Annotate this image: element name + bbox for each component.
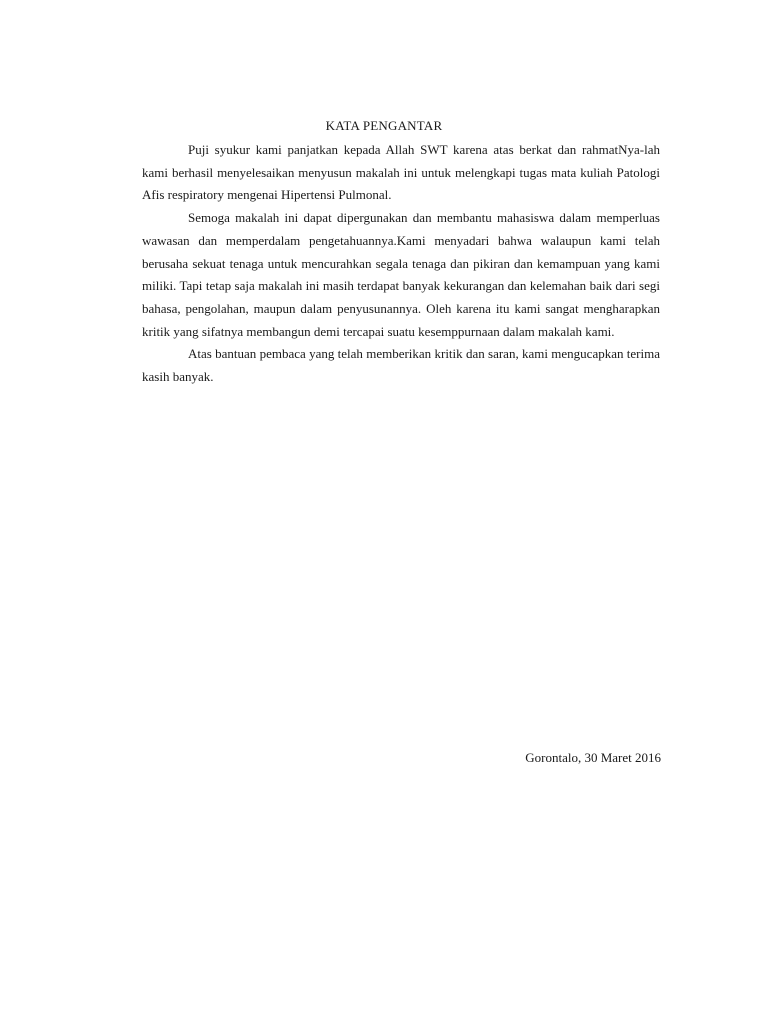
page-title: KATA PENGANTAR <box>325 118 443 133</box>
paragraph-3: Atas bantuan pembaca yang telah memberikan kritik dan saran, kami mengucapkan terima kasih banyak. <box>142 346 660 385</box>
paragraph-2: Semoga makalah ini dapat dipergunakan dan membantu mahasiswa dalam memperluas wawasan dan memperdalam pengetahuannya.Kami menyadari bahwa walaupun kami telah berusaha sekuat tenaga untuk mencurahkan segala tenaga dan pikiran dan kemampuan yang kami miliki. Tapi tetap saja makalah ini masih terdapat banyak kekurangan dan kelemahan baik dari segi bahasa, pengolahan, maupun dalam penyusunannya. Oleh karena itu kami sangat mengharapkan kritik yang sifatnya membangun demi tercapai suatu kesemppurnaan dalam makalah kami. <box>142 210 660 339</box>
body-text <box>142 139 660 389</box>
paragraph-1: Puji syukur kami panjatkan kepada Allah SWT karena atas berkat dan rahmatNya-lah kami berhasil menyelesaikan menyusun makalah ini untuk melengkapi tugas mata kuliah Patologi Afis respiratory mengenai Hipertensi Pulmonal. <box>142 142 660 203</box>
place-date: Gorontalo, 30 Maret 2016 <box>525 750 661 765</box>
